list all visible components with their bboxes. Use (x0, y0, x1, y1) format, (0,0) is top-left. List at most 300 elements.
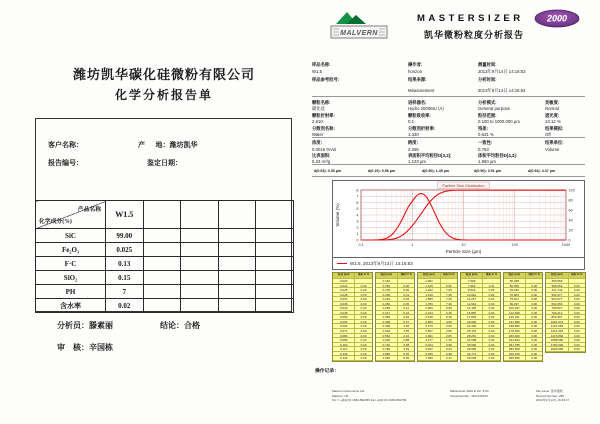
size-cell: 1.002 (418, 279, 440, 284)
size-cell: 50.238 (461, 356, 483, 361)
size-cell: 0.045 (333, 311, 355, 316)
info-label: 浓度: (312, 140, 323, 145)
table-row (36, 243, 294, 257)
volume-cell: 2.16 (398, 334, 414, 339)
size-cell: 35.566 (461, 343, 483, 348)
info-value: 1.330 (408, 132, 419, 137)
svg-text:1: 1 (411, 243, 414, 247)
volume-cell: 0.00 (569, 297, 585, 302)
d-value: d(0.50): 1.45 µm (422, 168, 450, 173)
size-cell: 158.866 (504, 324, 526, 329)
info-value: 0.631 % (478, 132, 494, 137)
info-value: 0.753 (478, 146, 489, 152)
conclusion-label: 结论： (160, 321, 184, 330)
info-label: 分析模式: (478, 99, 497, 105)
psd-plot-area (333, 181, 584, 262)
info-value: 1.860 µm (478, 159, 497, 164)
volume-cell: 0.00 (569, 284, 585, 289)
size-cell: 0.063 (333, 324, 355, 329)
info-label: 结果单位: (545, 140, 564, 145)
table-row (36, 285, 294, 299)
size-cell: 399.052 (546, 284, 568, 289)
component-value-cell (181, 229, 219, 243)
info-value: 0.0016 %Vol (312, 146, 337, 152)
size-cell: 0.564 (376, 334, 398, 339)
size-cell: 25.179 (461, 329, 483, 334)
size-cell: 0.283 (376, 306, 398, 311)
particle-size-distribution-chart (332, 180, 585, 270)
volume-cell: 0.00 (526, 297, 542, 302)
volume-cell: 0.00 (483, 302, 499, 307)
volume-cell: 0.00 (483, 311, 499, 316)
size-cell: 6.325 (418, 352, 440, 357)
report-title: 化学分析报告单 (114, 88, 213, 102)
volume-cell: 0.22 (398, 311, 414, 316)
separator-line (312, 137, 585, 138)
size-cell: 0.632 (376, 338, 398, 343)
size-table-row (461, 356, 500, 361)
info-value: General purpose (478, 106, 511, 111)
size-cell: 112.468 (504, 311, 526, 316)
volume-cell: 0.63 (441, 347, 457, 352)
info-label: 跨度: (408, 140, 419, 145)
appraisal-date-label: 鉴定日期： (147, 159, 182, 167)
volume-cell: 0.00 (569, 334, 585, 339)
svg-text:40: 40 (568, 218, 573, 223)
operation-record-label: 操作记录： (315, 369, 339, 374)
svg-text:4: 4 (356, 213, 359, 218)
size-table-column (545, 272, 586, 353)
size-cell: 0.071 (333, 329, 355, 334)
volume-cell: 1.55 (398, 329, 414, 334)
svg-text:10: 10 (461, 243, 466, 247)
component-value-cell (256, 299, 294, 313)
volume-cell: 0.00 (526, 320, 542, 325)
table-row (36, 271, 294, 285)
size-cell: 14.159 (461, 306, 483, 311)
component-value-cell (256, 285, 294, 299)
info-label: 结果模拟: (545, 125, 564, 131)
size-cell: 2.000 (418, 306, 440, 311)
info-value: 0.100 to 1000.000 µm (478, 119, 520, 124)
size-table-row (418, 356, 457, 361)
volume-cell: 0.00 (398, 288, 414, 293)
volume-cell: 6.90 (441, 306, 457, 311)
size-cell: 31.698 (461, 338, 483, 343)
volume-cell: 0.00 (569, 302, 585, 307)
product-header-cell (181, 201, 219, 229)
info-value: 2.610 (312, 119, 323, 124)
size-cell: 0.159 (376, 284, 398, 289)
volume-cell: 1.05 (398, 324, 414, 329)
size-table-column (375, 272, 416, 362)
volume-header-cell: 体积 In % (441, 273, 457, 279)
size-cell: 502.377 (546, 293, 568, 298)
size-table-row (504, 356, 543, 361)
size-header-cell: 粒径 (µm) (546, 273, 568, 279)
size-cell: 0.025 (333, 288, 355, 293)
origin-label: 产 地： (138, 141, 170, 149)
info-label: 样品参考批号: (312, 77, 340, 82)
volume-cell: 0.21 (441, 356, 457, 361)
separator-line (312, 96, 585, 97)
size-cell: 0.317 (376, 311, 398, 316)
volume-cell: 0.00 (355, 324, 371, 329)
size-cell: 0.399 (376, 320, 398, 325)
size-cell: 44.774 (461, 352, 483, 357)
info-value: Normal (545, 106, 559, 111)
svg-text:20: 20 (568, 228, 573, 233)
size-table-row (546, 347, 585, 352)
volume-cell: 0.00 (355, 347, 371, 352)
svg-text:MALVERN: MALVERN (340, 30, 378, 37)
info-label: 分析时间: (478, 77, 497, 82)
size-cell: 4.477 (418, 338, 440, 343)
component-value-cell (256, 243, 294, 257)
origin-value: 潍坊凯华 (169, 141, 198, 149)
volume-cell: 0.00 (569, 306, 585, 311)
footer-right (536, 389, 569, 403)
volume-cell: 0.00 (526, 343, 542, 348)
d-value: d(0.94): 4.37 µm (528, 168, 556, 173)
volume-cell: 0.00 (526, 293, 542, 298)
component-value-cell (256, 257, 294, 271)
product-header-cell: W1.5 (106, 201, 144, 229)
volume-cell: 0.00 (526, 306, 542, 311)
product-header-cell (143, 201, 181, 229)
volume-cell: 0.00 (526, 334, 542, 339)
volume-cell: 0.00 (483, 347, 499, 352)
info-label: 颗粒名称: (312, 99, 331, 105)
volume-cell: 0.00 (569, 338, 585, 343)
size-cell: 0.050 (333, 315, 355, 320)
component-name-cell: Fe₂O₃ (36, 243, 106, 257)
size-cell: 1.589 (418, 297, 440, 302)
size-cell: 0.893 (376, 352, 398, 357)
size-cell: 0.020 (333, 279, 355, 284)
corner-product-name-label: 产品名称 (77, 207, 101, 213)
volume-cell: 0.00 (526, 338, 542, 343)
size-cell: 20.000 (461, 320, 483, 325)
info-value: 1.123 µm (408, 159, 427, 164)
volume-cell: 4.52 (398, 347, 414, 352)
volume-cell: 0.00 (526, 356, 542, 361)
info-label: 样品名称: (312, 62, 331, 67)
component-value-cell: 0.15 (106, 271, 144, 285)
table-header-row (36, 201, 294, 229)
component-value-cell (143, 285, 181, 299)
table-row (36, 229, 294, 243)
volume-cell: 0.00 (355, 320, 371, 325)
volume-cell: 0.00 (483, 315, 499, 320)
svg-text:2000: 2000 (546, 13, 568, 24)
size-header-cell: 粒径 (µm) (333, 273, 355, 279)
size-cell: 200.000 (504, 334, 526, 339)
conclusion-value: 合格 (184, 321, 200, 330)
size-cell: 1588.656 (546, 338, 568, 343)
info-label: 操作者: (408, 62, 423, 67)
size-cell: 316.979 (504, 352, 526, 357)
volume-header-cell: 体积 In % (526, 273, 542, 279)
size-header-cell: 粒径 (µm) (418, 273, 440, 279)
corner-composition-label: 化学成分(%) (39, 219, 72, 225)
volume-cell: 0.00 (569, 324, 585, 329)
company-title: 潍坊凯华碳化硅微粉有限公司 (72, 67, 255, 82)
psd-legend (333, 257, 584, 269)
component-value-cell: 7 (106, 285, 144, 299)
footer-left (332, 389, 406, 403)
size-cell: 0.040 (333, 306, 355, 311)
svg-text:Volume (%): Volume (%) (335, 203, 340, 227)
analyst-field (57, 320, 113, 331)
legend-marker-icon (337, 263, 347, 264)
volume-cell: 1.45 (441, 338, 457, 343)
size-cell: 178.250 (504, 329, 526, 334)
volume-cell: 0.01 (398, 293, 414, 298)
volume-cell: 0.00 (569, 329, 585, 334)
size-table-column (332, 272, 373, 362)
component-value-cell (143, 229, 181, 243)
volume-cell: 0.00 (483, 356, 499, 361)
volume-cell: 0.00 (483, 329, 499, 334)
size-cell: 2.518 (418, 315, 440, 320)
size-cell: 11.247 (461, 297, 483, 302)
size-cell: 63.246 (504, 288, 526, 293)
size-cell: 1002.374 (546, 320, 568, 325)
size-table-row (376, 356, 415, 361)
size-cell: 0.100 (333, 343, 355, 348)
size-cell: 0.356 (376, 315, 398, 320)
size-volume-table (332, 272, 585, 363)
footer-line: Malvern Instruments Ltd. (332, 389, 366, 393)
size-cell: 0.796 (376, 347, 398, 352)
size-cell: 0.028 (333, 293, 355, 298)
volume-cell: 0.00 (355, 297, 371, 302)
volume-cell: 0.00 (355, 356, 371, 361)
volume-header-cell: 体积 In % (569, 273, 585, 279)
size-header-cell: 粒径 (µm) (376, 273, 398, 279)
size-cell: 7.962 (461, 284, 483, 289)
volume-header-cell: 体积 In % (483, 273, 499, 279)
volume-cell: 2.88 (398, 338, 414, 343)
info-label: 粒径范围: (478, 112, 497, 118)
volume-cell: 0.11 (483, 284, 499, 289)
volume-cell: 0.00 (355, 293, 371, 298)
info-value: 2013年9月14日 14:16:53 (478, 69, 526, 74)
svg-text:80: 80 (568, 198, 573, 203)
volume-cell: 0.00 (526, 324, 542, 329)
origin-field (138, 140, 198, 150)
size-cell: 563.677 (546, 297, 568, 302)
component-value-cell: 0.13 (106, 257, 144, 271)
volume-header-cell: 体积 In % (355, 273, 371, 279)
component-value-cell: 0.025 (106, 243, 144, 257)
info-label: 一致性: (478, 140, 493, 145)
svg-text:8: 8 (356, 188, 359, 193)
chemical-analysis-grid (35, 200, 294, 313)
volume-cell: 0.00 (569, 293, 585, 298)
component-value-cell (218, 271, 256, 285)
malvern-logo-icon (330, 8, 390, 45)
volume-cell: 0.02 (398, 297, 414, 302)
footer-line: Serial Number : MAL100513 (450, 393, 488, 398)
info-value: 13.12 % (545, 119, 561, 124)
footer-line: File name: 凯华微粉 (536, 389, 563, 393)
size-cell: 0.056 (333, 320, 355, 325)
svg-text:1000: 1000 (561, 243, 571, 247)
component-value-cell (218, 285, 256, 299)
footer-line: Mastersizer 2000 E Ver. 5.54 (450, 389, 489, 393)
volume-cell: 7.00 (441, 288, 457, 293)
svg-text:100: 100 (568, 188, 575, 193)
size-cell: 5.637 (418, 347, 440, 352)
volume-cell: 0.00 (526, 347, 542, 352)
volume-cell: 0.00 (483, 306, 499, 311)
size-cell: 893.367 (546, 315, 568, 320)
size-header-cell: 粒径 (µm) (504, 273, 526, 279)
info-value: horizon (408, 69, 423, 74)
info-label: 分散剂折射率: (408, 125, 436, 131)
volume-cell: 7.30 (441, 302, 457, 307)
component-value-cell (143, 299, 181, 313)
size-cell: 50.238 (504, 279, 526, 284)
info-value: 0.1 (408, 119, 414, 124)
volume-cell: 0.00 (569, 347, 585, 352)
component-value-cell (218, 257, 256, 271)
size-cell: 355.656 (546, 279, 568, 284)
product-header-cell (218, 201, 256, 229)
svg-text:0: 0 (568, 238, 571, 243)
svg-text:1: 1 (356, 232, 359, 237)
svg-text:0.1: 0.1 (358, 243, 364, 247)
volume-cell: 0.00 (569, 311, 585, 316)
volume-cell: 0.00 (355, 338, 371, 343)
size-cell: 1.262 (418, 288, 440, 293)
volume-cell: 0.00 (398, 284, 414, 289)
size-cell: 7.096 (461, 279, 483, 284)
component-value-cell (181, 257, 219, 271)
reviewer-label: 审 核： (57, 343, 89, 352)
svg-text:2: 2 (356, 225, 359, 230)
size-cell: 70.963 (504, 293, 526, 298)
reviewer-name: 辛国栋 (89, 343, 113, 352)
particle-report-title: 凯华微粉粒度分析报告 (424, 30, 525, 40)
volume-cell: 0.40 (398, 315, 414, 320)
volume-cell: 0.00 (355, 288, 371, 293)
component-name-cell: 含水率 (36, 299, 106, 313)
volume-cell: 0.00 (526, 352, 542, 357)
table-corner-cell (36, 201, 106, 229)
volume-cell: 0.00 (483, 352, 499, 357)
component-value-cell (218, 229, 256, 243)
volume-cell: 0.00 (483, 338, 499, 343)
component-value-cell (181, 285, 219, 299)
size-cell: 89.337 (504, 302, 526, 307)
info-value: Measurement (408, 88, 435, 93)
size-cell: 224.404 (504, 338, 526, 343)
size-cell: 2.825 (418, 320, 440, 325)
volume-cell: 0.00 (355, 315, 371, 320)
size-table-column (503, 272, 544, 362)
info-label: 颗粒折射率: (312, 112, 335, 118)
volume-cell: 0.00 (355, 284, 371, 289)
svg-text:0: 0 (356, 238, 359, 243)
component-value-cell (218, 299, 256, 313)
svg-text:60: 60 (568, 208, 573, 213)
volume-cell: 0.38 (441, 352, 457, 357)
size-cell: 141.589 (504, 320, 526, 325)
info-value: Volume (545, 146, 560, 152)
svg-text:3: 3 (356, 219, 359, 224)
size-cell: 0.022 (333, 284, 355, 289)
component-value-cell: 99.00 (106, 229, 144, 243)
size-table-column (460, 272, 501, 362)
info-label: 灵敏度: (545, 99, 560, 105)
info-label: 测量时间: (478, 62, 497, 67)
volume-cell: 5.45 (441, 315, 457, 320)
volume-cell: 7.45 (441, 297, 457, 302)
volume-cell: 5.35 (398, 352, 414, 357)
conclusion-field (160, 320, 200, 331)
volume-cell: 0.05 (398, 302, 414, 307)
svg-text:100: 100 (511, 243, 518, 247)
analyst-name: 滕素丽 (89, 321, 113, 330)
volume-cell: 0.00 (355, 343, 371, 348)
size-cell: 0.224 (376, 297, 398, 302)
volume-cell: 2.05 (441, 334, 457, 339)
volume-cell: 0.11 (398, 306, 414, 311)
size-cell: 56.368 (504, 284, 526, 289)
volume-cell: 0.00 (355, 311, 371, 316)
size-cell: 8.934 (461, 288, 483, 293)
info-label: 表面积平均粒径D[3,2]: (408, 152, 452, 158)
component-value-cell (181, 271, 219, 285)
size-cell: 0.142 (376, 279, 398, 284)
info-label: 结果来源: (408, 77, 427, 82)
size-cell: 12.619 (461, 302, 483, 307)
component-value-cell: 0.02 (106, 299, 144, 313)
size-cell: 1.416 (418, 293, 440, 298)
info-label: 体积平均粒径D[4,3]: (478, 152, 518, 158)
customer-name-label: 客户名称： (48, 141, 83, 149)
size-cell: 0.089 (333, 338, 355, 343)
info-label: 比表面积: (312, 152, 331, 158)
volume-cell: 0.00 (526, 315, 542, 320)
mastersizer-2000-badge-icon (534, 9, 580, 33)
volume-cell: 0.00 (355, 302, 371, 307)
analyst-label: 分析员： (57, 321, 89, 330)
info-label: 残差: (478, 125, 489, 131)
svg-text:5: 5 (356, 207, 359, 212)
svg-text:6: 6 (356, 200, 359, 205)
size-cell: 126.191 (504, 315, 526, 320)
size-cell: 79.621 (504, 297, 526, 302)
mastersizer-wordmark: MASTERSIZER (417, 13, 524, 24)
volume-cell: 0.00 (569, 343, 585, 348)
volume-cell: 0.00 (355, 352, 371, 357)
separator-line (312, 176, 585, 177)
component-name-cell: F·C (36, 257, 106, 271)
info-value: W1.5 (312, 69, 323, 74)
volume-cell: 0.00 (483, 324, 499, 329)
size-cell: 3.991 (418, 334, 440, 339)
chemical-composition-table (35, 200, 294, 313)
size-cell: 2000.000 (546, 347, 568, 352)
volume-cell: 3.65 (441, 324, 457, 329)
size-cell: 0.200 (376, 293, 398, 298)
size-cell: 1782.502 (546, 343, 568, 348)
size-cell: 3.170 (418, 324, 440, 329)
